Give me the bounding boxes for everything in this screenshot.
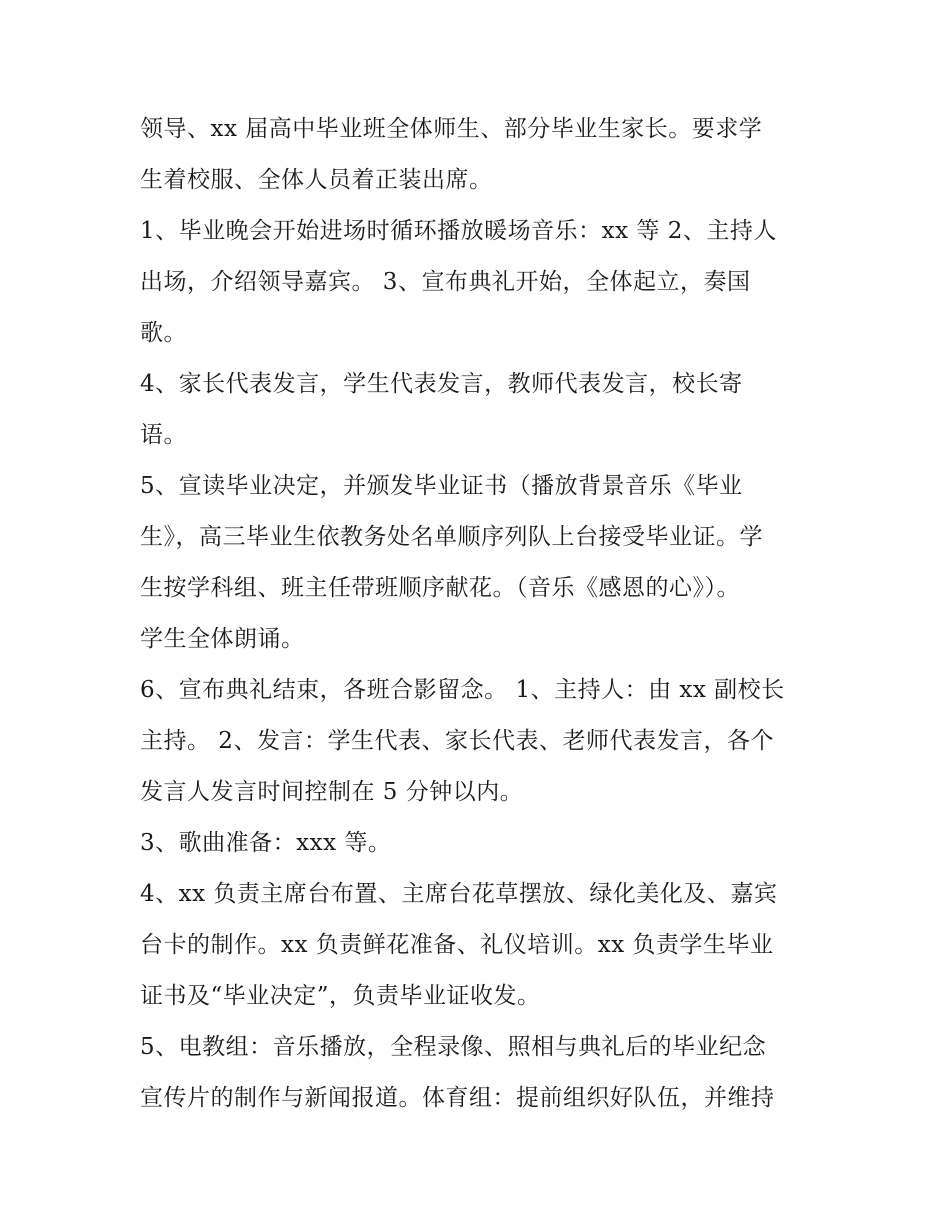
text-line: 3、歌曲准备：xxx 等。 [140,830,392,856]
text-line: 4、xx 负责主席台布置、主席台花草摆放、绿化美化及、嘉宾 [140,881,778,907]
text-line: 4、家长代表发言，学生代表发言，教师代表发言，校长寄 [140,371,743,397]
text-line: 歌。 [140,320,187,346]
text-line: 6、宣布典礼结束，各班合影留念。 1、主持人：由 xx 副校长 [140,677,785,703]
text-line: 证书及“毕业决定”，负责毕业证收发。 [140,983,541,1009]
text-line: 领导、xx 届高中毕业班全体师生、部分毕业生家长。要求学 [140,116,763,142]
text-line: 5、宣读毕业决定，并颁发毕业证书（播放背景音乐《毕业 [140,473,743,499]
text-line: 学生全体朗诵。 [140,626,305,652]
text-line: 生着校服、全体人员着正装出席。 [140,167,493,193]
text-line: 生按学科组、班主任带班顺序献花。（音乐《感恩的心》）。 [140,575,740,601]
text-line: 宣传片的制作与新闻报道。体育组：提前组织好队伍，并维持 [140,1085,775,1111]
text-line: 主持。 2、发言：学生代表、家长代表、老师代表发言，各个 [140,728,774,754]
text-line: 5、电教组：音乐播放，全程录像、照相与典礼后的毕业纪念 [140,1034,767,1060]
text-line: 发言人发言时间控制在 5 分钟以内。 [140,779,524,805]
text-line: 出场，介绍领导嘉宾。 3、宣布典礼开始，全体起立，奏国 [140,269,751,295]
text-line: 1、毕业晚会开始进场时循环播放暖场音乐：xx 等 2、主持人 [140,218,777,244]
text-line: 生》，高三毕业生依教务处名单顺序列队上台接受毕业证。学 [140,524,763,550]
document-body [140,104,820,1124]
text-line: 语。 [140,422,187,448]
text-line: 台卡的制作。xx 负责鲜花准备、礼仪培训。xx 负责学生毕业 [140,932,774,958]
